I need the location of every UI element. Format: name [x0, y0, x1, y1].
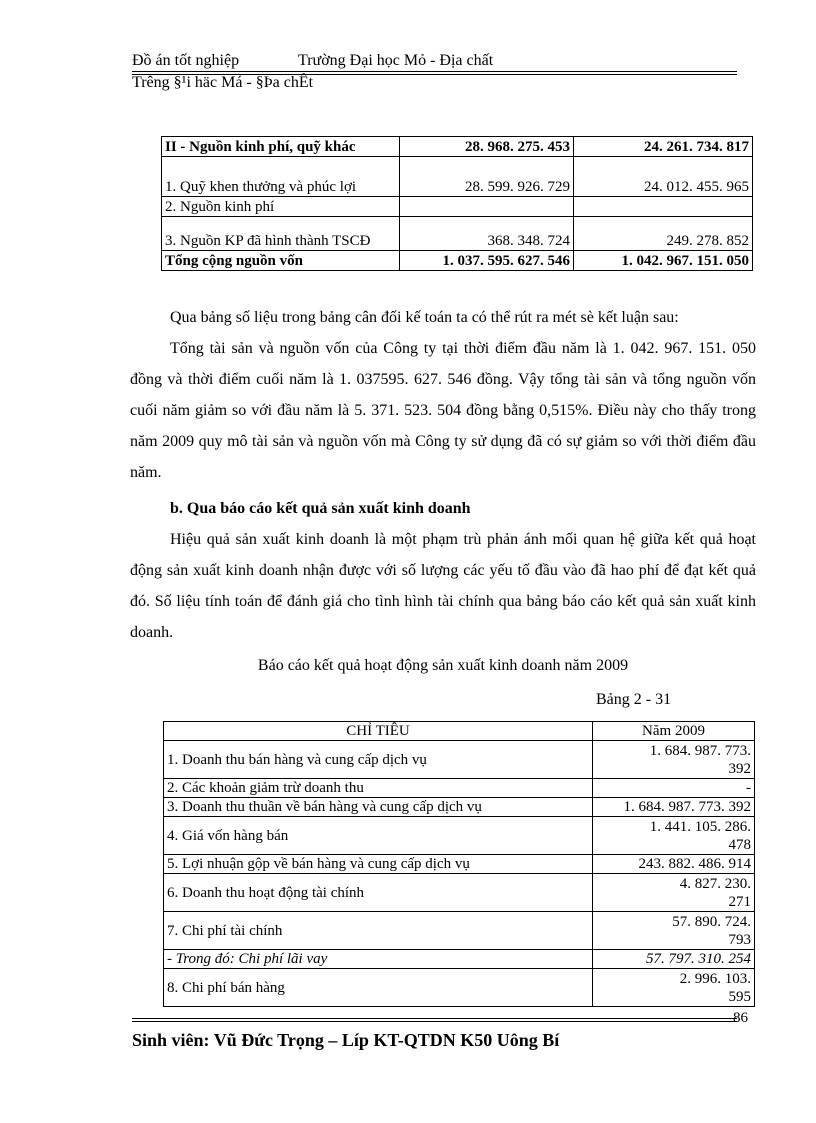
table-row: 1. Doanh thu bán hàng và cung cấp dịch vụ 1. 684. 987. 773. 392: [164, 741, 755, 779]
table-row: - Trong đó: Chi phí lãi vay 57. 797. 310. 254: [164, 950, 755, 969]
table-row: 5. Lợi nhuận gộp về bán hàng và cung cấp dịch vụ 243. 882. 486. 914: [164, 855, 755, 874]
capital-table: [161, 136, 753, 271]
table-row: 2. Nguồn kinh phí: [162, 197, 753, 217]
table-row: 3. Nguồn KP đã hình thành TSCĐ 368. 348. 724 249. 278. 852: [162, 217, 753, 251]
header-center: Trường Đại học Mỏ - Địa chất: [298, 52, 494, 69]
table-number: Bảng 2 - 31: [596, 691, 672, 708]
table-row: II - Nguồn kinh phí, quỹ khác 28. 968. 275. 453 24. 261. 734. 817: [162, 137, 753, 157]
section-heading: b. Qua báo cáo kết quả sản xuất kinh doanh: [170, 500, 471, 517]
table-row: 3. Doanh thu thuần về bán hàng và cung cấp dịch vụ 1. 684. 987. 773. 392: [164, 798, 755, 817]
header-left: Đồ án tốt nghiệp: [132, 52, 240, 69]
table-header-row: [164, 722, 755, 741]
student-footer: Sinh viên: Vũ Đức Trọng – Líp KT-QTDN K50 Uông Bí: [132, 1030, 560, 1050]
table-row: 6. Doanh thu hoạt động tài chính 4. 827. 230. 271: [164, 874, 755, 912]
table-row: Tổng cộng nguồn vốn 1. 037. 595. 627. 546 1. 042. 967. 151. 050: [162, 251, 753, 271]
footer-rule: [132, 1018, 737, 1022]
income-table: [163, 721, 755, 1007]
table-row: 1. Quỹ khen thưởng và phúc lợi 28. 599. 926. 729 24. 012. 455. 965: [162, 157, 753, 197]
page-number: 86: [733, 1010, 748, 1026]
paragraph-efficiency: Hiệu quả sản xuất kinh doanh là một phạm trù phản ánh mối quan hệ giữa kết quả hoạt động sản xuất kinh doanh nhận được với số lượng các yếu tố đầu vào đã hao phí để đạt kết quả đó. Số liệu tính toán để đánh giá cho tình hình tài chính qua bảng báo cáo kết quả sản xuất kinh doanh.: [130, 531, 756, 641]
paragraph-totals: Tổng tài sản và nguồn vốn của Công ty tại thời điểm đầu năm là 1. 042. 967. 151. 050 đồng và thời điểm cuối năm là 1. 037595. 627. 546 đồng. Vậy tổng tài sản và tổng nguồn vốn cuối năm giảm so với đầu năm là 5. 371. 523. 504 đồng bằng 0,515%. Điều này cho thấy trong năm 2009 quy mô tài sản và nguồn vốn mà Công ty sử dụng đã có sự giảm so với thời điểm đầu năm.: [130, 340, 756, 481]
col-header-year: Năm 2009: [593, 722, 755, 741]
col-header-indicator: CHỈ TIÊU: [164, 722, 593, 741]
table-row: 7. Chi phí tài chính 57. 890. 724. 793: [164, 912, 755, 950]
header-garbled: Trêng §¹i häc Má - §Þa chÊt: [132, 74, 314, 91]
paragraph-intro: Qua bảng số liệu trong bảng cân đối kế toán ta có thể rút ra mét sè kết luận sau:: [170, 309, 679, 326]
table-title: Báo cáo kết quả hoạt động sản xuất kinh doanh năm 2009: [257, 657, 629, 674]
table-row: 4. Giá vốn hàng bán 1. 441. 105. 286. 478: [164, 817, 755, 855]
table-row: 8. Chi phí bán hàng 2. 996. 103. 595: [164, 969, 755, 1007]
table-row: 2. Các khoản giảm trừ doanh thu -: [164, 779, 755, 798]
